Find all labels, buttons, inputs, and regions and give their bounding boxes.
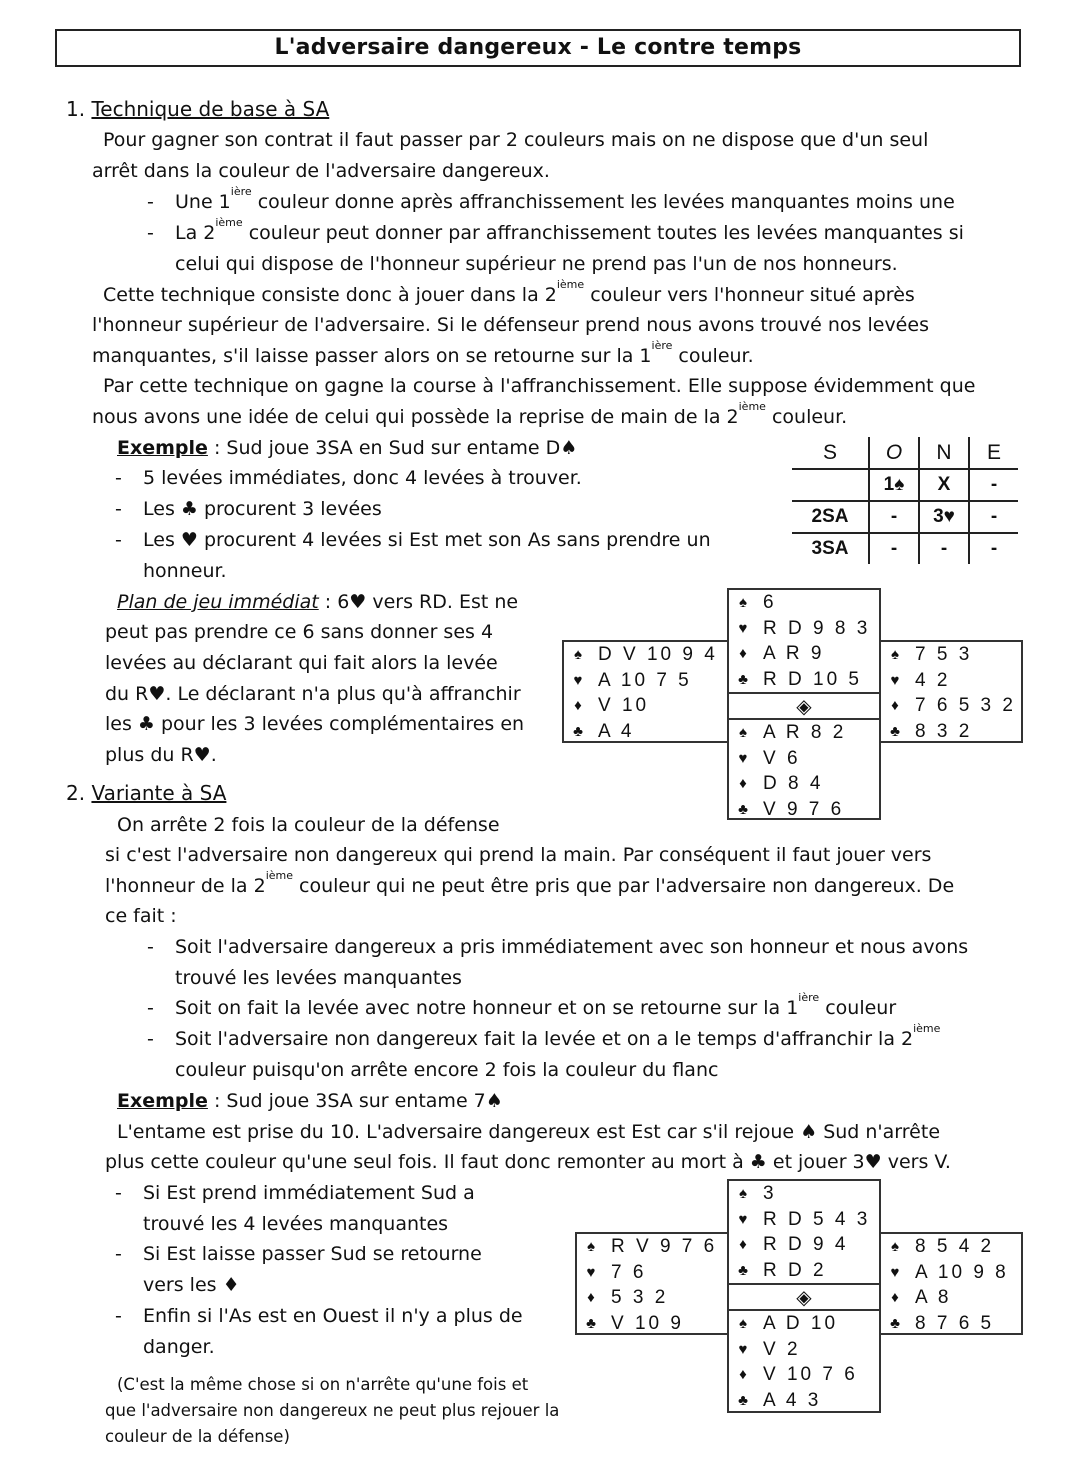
suit-holding: [564, 693, 727, 719]
bullet-item: - La 2ième couleur peut donner par affranchissement toutes les levées manquantes si: [147, 216, 964, 244]
cards: A 4: [598, 720, 635, 742]
plan-line: peut pas prendre ce 6 sans donner ses 4: [105, 621, 494, 643]
bid-cell: 3♥: [919, 501, 969, 533]
bullet-continuation: trouvé les levées manquantes: [175, 967, 462, 989]
bid-cell: 2SA: [792, 501, 869, 533]
cards: R D 9 8 3: [763, 617, 871, 639]
cards: R D 10 5: [763, 668, 862, 690]
cards: A 4 3: [763, 1389, 822, 1411]
cards: R V 9 7 6: [611, 1236, 718, 1257]
paragraph-line: plus cette couleur qu'une seul fois. Il faut donc remonter au mort à ♣ et jouer 3♥ vers V.: [105, 1151, 951, 1173]
bid-header: O: [869, 437, 919, 469]
example-bullet-continuation: vers les ♦: [143, 1274, 240, 1296]
diamond-icon: ♦: [891, 697, 899, 714]
suit-holding: [881, 1234, 1021, 1260]
bid-cell: -: [869, 501, 919, 533]
suit-holding: [729, 1207, 879, 1233]
south-hand: [727, 718, 881, 820]
cards: V 10: [598, 695, 650, 716]
bullet-item: - Soit l'adversaire non dangereux fait la levée et on a le temps d'affranchir la 2ième: [147, 1022, 941, 1050]
paragraph-line: ce fait :: [105, 905, 177, 927]
bidding-table: [792, 437, 1018, 564]
suit-holding: [729, 1388, 879, 1414]
cards: 8 7 6 5: [915, 1312, 995, 1334]
spade-icon: ♠: [574, 646, 582, 663]
cards: 7 6: [611, 1261, 647, 1283]
cards: 8 5 4 2: [915, 1236, 995, 1257]
north-hand: [727, 1179, 881, 1285]
diamond-icon: ♦: [587, 1289, 595, 1306]
suit-holding: [564, 668, 727, 694]
heart-icon: ♥: [738, 1210, 748, 1228]
section-title: Variante à SA: [91, 781, 227, 805]
cards: R D 2: [763, 1259, 827, 1281]
cards: D 8 4: [763, 773, 824, 794]
diamond-icon: ♦: [739, 1236, 747, 1253]
paragraph-line: Par cette technique on gagne la course à l'affranchissement. Elle suppose évidemment que: [103, 375, 976, 397]
suit-holding: [577, 1285, 727, 1311]
paragraph-line: On arrête 2 fois la couleur de la défense: [117, 814, 500, 836]
example-bullet-continuation: trouvé les 4 levées manquantes: [143, 1213, 449, 1235]
bid-cell: -: [969, 501, 1018, 533]
suit-holding: [729, 1181, 879, 1207]
suit-holding: [564, 642, 727, 668]
bid-cell: 3SA: [811, 538, 849, 559]
paragraph-line: l'honneur de la 2ième couleur qui ne peut être pris que par l'adversaire non dangereux. De: [105, 869, 955, 897]
bid-cell: [792, 469, 869, 501]
suit-holding: [881, 668, 1021, 694]
heart-icon: ♥: [890, 1263, 900, 1281]
plan-line: levées au déclarant qui fait alors la levée: [105, 652, 498, 674]
suit-holding: [729, 720, 879, 746]
cards: 8 3 2: [915, 720, 973, 742]
suit-holding: [577, 1234, 727, 1260]
north-hand: [727, 588, 881, 694]
cards: R D 5 4 3: [763, 1208, 871, 1230]
club-icon: ♣: [890, 1314, 900, 1332]
suit-holding: [729, 797, 879, 823]
intro-line: Pour gagner son contrat il faut passer par 2 couleurs mais on ne dispose que d'un seul: [103, 129, 929, 151]
cards: A R 9: [763, 643, 825, 664]
suit-holding: [881, 1260, 1021, 1286]
club-icon: ♣: [738, 670, 748, 688]
heart-icon: ♥: [738, 619, 748, 637]
spade-icon: ♠: [587, 1238, 595, 1255]
spade-icon: ♠: [739, 1315, 747, 1332]
heart-icon: ♥: [890, 671, 900, 689]
south-hand: [727, 1309, 881, 1413]
bid-header: E: [969, 437, 1018, 469]
cards: 3: [763, 1183, 777, 1204]
example-bullet: - 5 levées immédiates, donc 4 levées à trouver.: [115, 467, 582, 489]
heart-icon: ♥: [573, 671, 583, 689]
heart-icon: ♥: [738, 749, 748, 767]
cards: A 10 7 5: [598, 669, 692, 691]
suit-holding: [881, 693, 1021, 719]
club-icon: ♣: [586, 1314, 596, 1332]
compass-icon: ◈: [727, 692, 881, 720]
suit-holding: [729, 1232, 879, 1258]
bid-cell: -: [969, 469, 1018, 501]
paragraph-line: manquantes, s'il laisse passer alors on se retourne sur la $1^{ière}$ couleur.: [92, 339, 754, 367]
cards: V 9 7 6: [763, 798, 845, 820]
plan-line: Plan de jeu immédiat : 6♥ vers RD. Est ne: [117, 591, 519, 613]
intro-line: arrêt dans la couleur de l'adversaire dangereux.: [92, 160, 550, 182]
cards: V 10 7 6: [763, 1364, 858, 1385]
cards: A D 10: [763, 1313, 839, 1334]
suit-holding: [729, 667, 879, 693]
compass-icon: ◈: [727, 1283, 881, 1311]
spade-icon: ♠: [891, 1238, 899, 1255]
bid-cell: 1♠: [869, 469, 919, 501]
heart-icon: ♥: [586, 1263, 596, 1281]
cards: A R 8 2: [763, 722, 847, 743]
cards: V 2: [763, 1338, 801, 1360]
bid-cell: -: [869, 533, 919, 564]
diamond-icon: ♦: [891, 1289, 899, 1306]
east-hand: [879, 640, 1023, 743]
suit-holding: [729, 771, 879, 797]
suit-holding: [577, 1260, 727, 1286]
footnote: (C'est la même chose si on n'arrête qu'une fois et que l'adversaire non dangereux ne peut plus rejouer la couleur de la défense): [105, 1375, 560, 1446]
bid-cell: -: [969, 533, 1018, 564]
bid-header: S: [792, 437, 869, 469]
cards: V 10 9: [611, 1312, 684, 1334]
page-title: L'adversaire dangereux - Le contre temps: [55, 29, 1021, 67]
suit-holding: [729, 1311, 879, 1337]
suit-holding: [577, 1311, 727, 1337]
example-heading: Exemple : Sud joue 3SA sur entame 7♠: [117, 1090, 503, 1112]
cards: 4 2: [915, 669, 951, 691]
cards: V 6: [763, 747, 801, 769]
suit-holding: [564, 719, 727, 745]
west-hand: [562, 640, 729, 743]
plan-line: plus du R♥.: [105, 744, 217, 766]
diamond-icon: ♦: [739, 645, 747, 662]
example-bullet-continuation: danger.: [143, 1336, 215, 1358]
east-hand: [879, 1232, 1023, 1335]
cards: 7 6 5 3 2: [915, 695, 1016, 716]
paragraph-line: si c'est l'adversaire non dangereux qui prend la main. Par conséquent il faut jouer vers: [105, 844, 932, 866]
bullet-item: - Une $1^{ière}$ couleur donne après affranchissement les levées manquantes moins une: [147, 185, 955, 213]
heart-icon: ♥: [738, 1340, 748, 1358]
bullet-continuation: celui qui dispose de l'honneur supérieur ne prend pas l'un de nos honneurs.: [175, 253, 898, 275]
suit-holding: [881, 719, 1021, 745]
section-title: Technique de base à SA: [91, 97, 330, 121]
example-bullet: - Enfin si l'As est en Ouest il n'y a plus de: [115, 1305, 523, 1327]
club-icon: ♣: [573, 722, 583, 740]
club-icon: ♣: [890, 722, 900, 740]
example-bullet: - Les ♥ procurent 4 levées si Est met son As sans prendre un: [115, 529, 711, 551]
section-number: 2.: [66, 781, 86, 805]
west-hand: [575, 1232, 729, 1335]
plan-line: les ♣ pour les 3 levées complémentaires en: [105, 713, 525, 735]
cards: 5 3 2: [611, 1287, 669, 1308]
section-2-heading: [66, 778, 226, 808]
diamond-icon: ♦: [739, 1366, 747, 1383]
cards: A 10 9 8: [915, 1261, 1009, 1283]
cards: 6: [763, 592, 777, 613]
paragraph-line: nous avons une idée de celui qui possède la reprise de main de la 2ième couleur.: [92, 400, 848, 428]
club-icon: ♣: [738, 1261, 748, 1279]
spade-icon: ♠: [739, 1185, 747, 1202]
suit-holding: [729, 746, 879, 772]
diamond-icon: ♦: [739, 775, 747, 792]
cards: 7 5 3: [915, 644, 973, 665]
suit-holding: [729, 1258, 879, 1284]
bullet-item: - Soit l'adversaire dangereux a pris immédiatement avec son honneur et nous avons: [147, 936, 969, 958]
suit-holding: [729, 1337, 879, 1363]
cards: D V 10 9 4: [598, 644, 718, 665]
club-icon: ♣: [738, 1391, 748, 1409]
paragraph-line: Cette technique consiste donc à jouer dans la 2ième couleur vers l'honneur situé après: [103, 278, 915, 306]
example-bullet: - Les ♣ procurent 3 levées: [115, 498, 382, 520]
spade-icon: ♠: [739, 724, 747, 741]
spade-icon: ♠: [891, 646, 899, 663]
bid-header: N: [919, 437, 969, 469]
suit-holding: [729, 1362, 879, 1388]
plan-line: du R♥. Le déclarant n'a plus qu'à affranchir: [105, 683, 521, 705]
example-bullet: - Si Est prend immédiatement Sud a: [115, 1182, 475, 1204]
suit-holding: [881, 1285, 1021, 1311]
suit-holding: [881, 1311, 1021, 1337]
spade-icon: ♠: [739, 594, 747, 611]
example-heading: Exemple : Sud joue 3SA en Sud sur entame D♠: [117, 437, 578, 459]
club-icon: ♣: [738, 800, 748, 818]
cards: R D 9 4: [763, 1234, 849, 1255]
diamond-icon: ♦: [574, 697, 582, 714]
section-number: 1.: [66, 97, 86, 121]
bid-cell: X: [919, 469, 969, 501]
suit-holding: [729, 641, 879, 667]
cards: A 8: [915, 1287, 952, 1308]
bid-cell: -: [919, 533, 969, 564]
suit-holding: [729, 590, 879, 616]
bullet-item: - Soit on fait la levée avec notre honneur et on se retourne sur la $1^{ière}$ couleur: [147, 991, 897, 1019]
example-bullet-continuation: honneur.: [143, 560, 227, 582]
paragraph-line: L'entame est prise du 10. L'adversaire dangereux est Est car s'il rejoue ♠ Sud n'arrête: [117, 1121, 941, 1143]
suit-holding: [881, 642, 1021, 668]
paragraph-line: l'honneur supérieur de l'adversaire. Si le défenseur prend nous avons trouvé nos levées: [92, 314, 929, 336]
example-bullet: - Si Est laisse passer Sud se retourne: [115, 1243, 482, 1265]
suit-holding: [729, 616, 879, 642]
section-1-heading: [66, 94, 329, 124]
bullet-continuation: couleur puisqu'on arrête encore 2 fois la couleur du flanc: [175, 1059, 719, 1081]
